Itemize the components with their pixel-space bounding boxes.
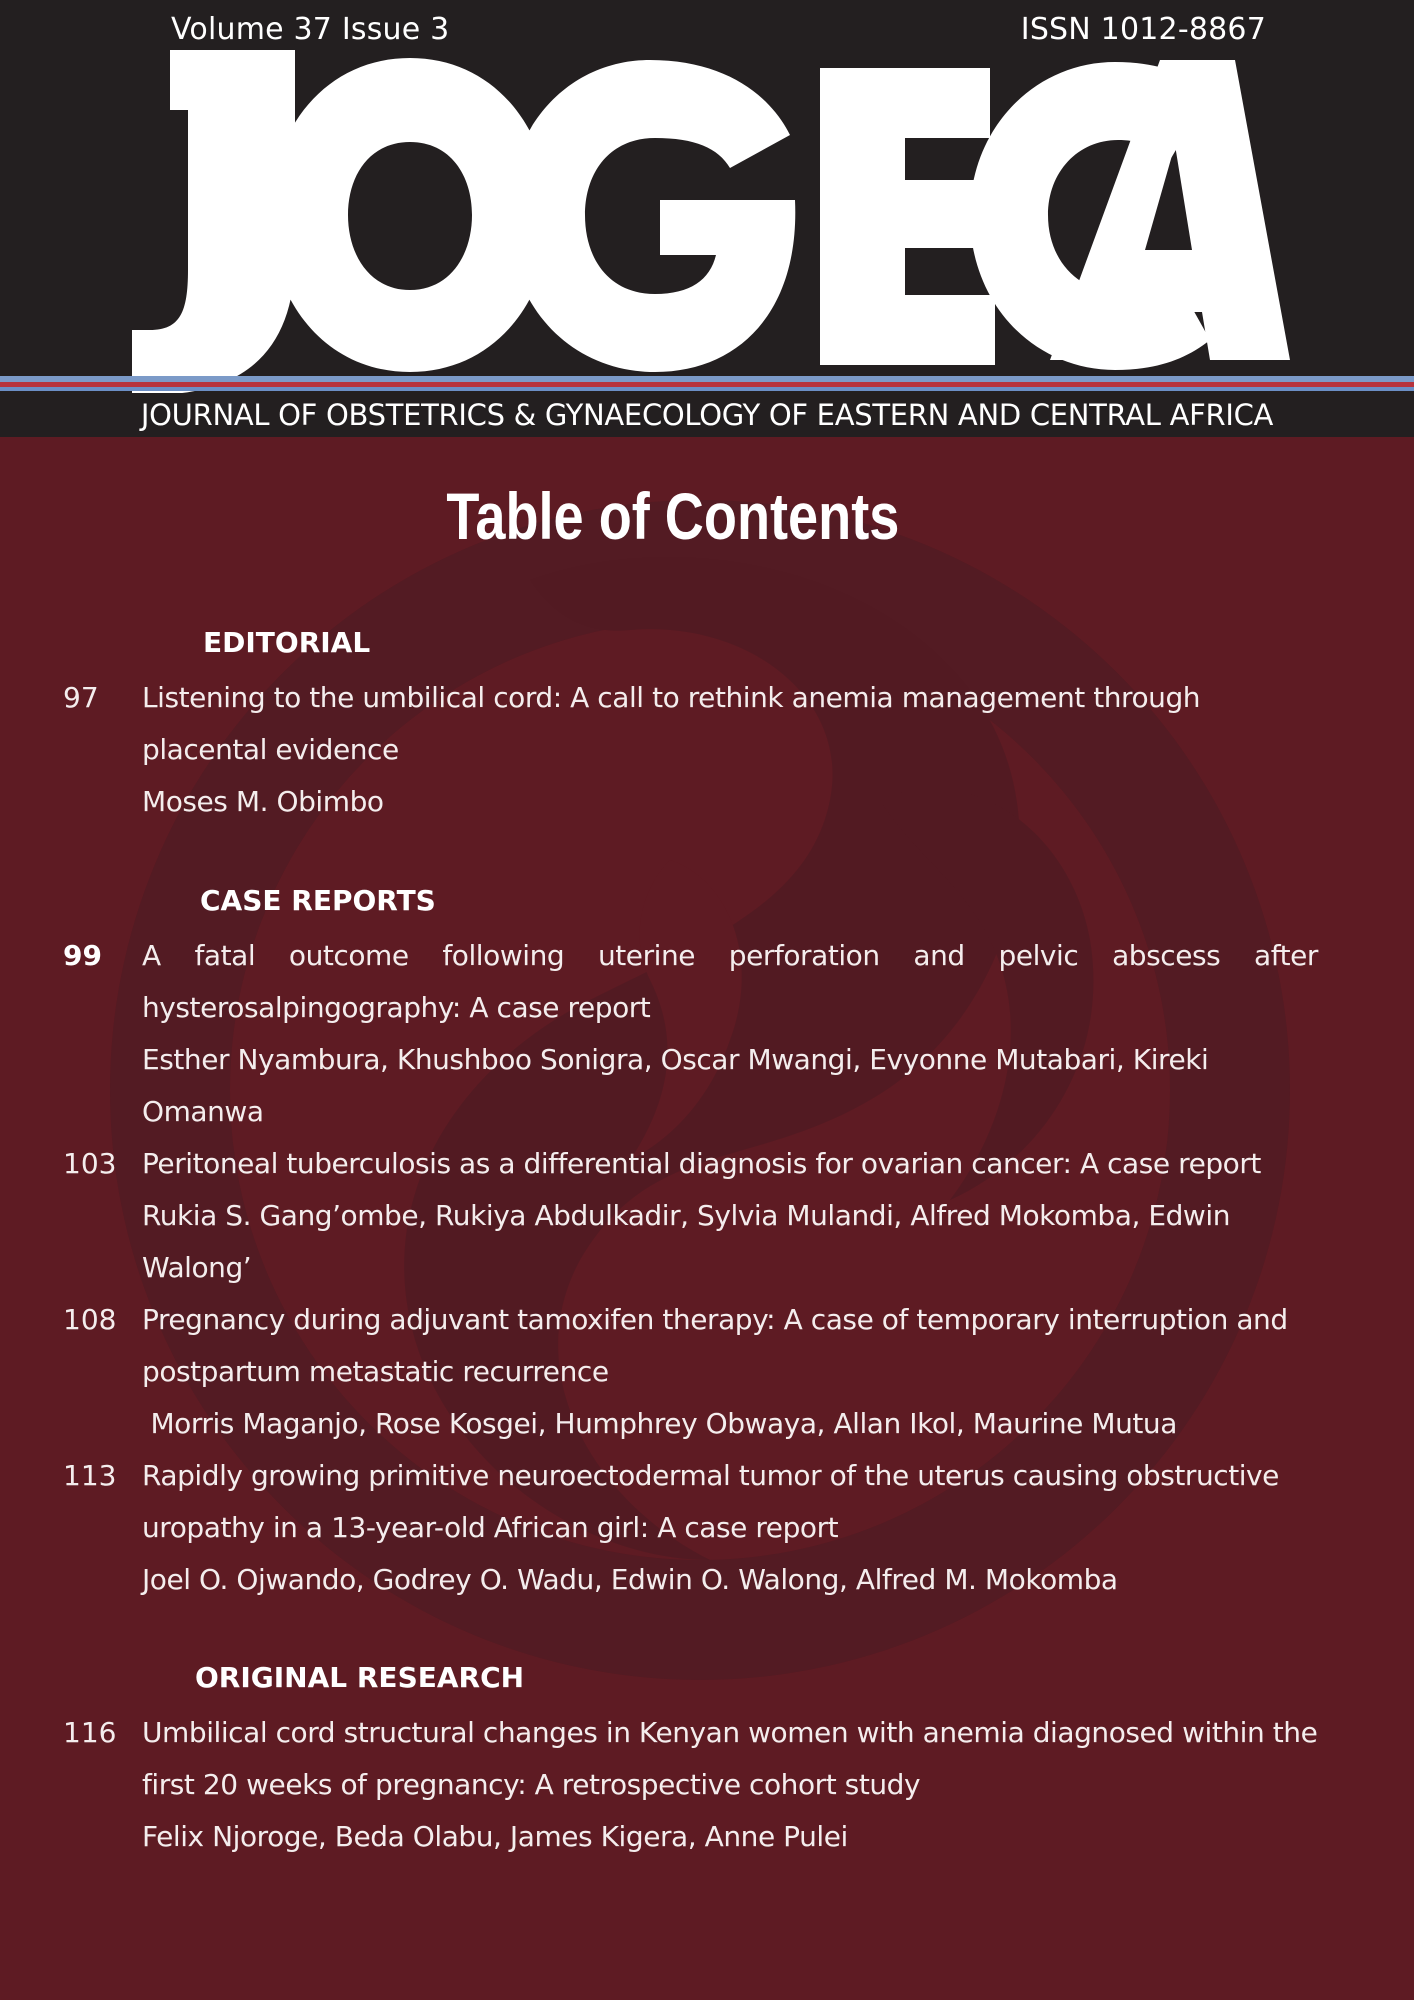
article-title-line: uropathy in a 13-year-old African girl: A case report (142, 1511, 839, 1544)
article-title-line: placental evidence (142, 733, 399, 766)
article-title-line: Pregnancy during adjuvant tamoxifen therapy: A case of temporary interruption and (142, 1303, 1288, 1336)
journal-full-name: JOURNAL OF OBSTETRICS & GYNAECOLOGY OF EASTERN AND CENTRAL AFRICA (0, 393, 1414, 437)
article-authors: Moses M. Obimbo (142, 785, 384, 818)
page-number: 116 (63, 1716, 117, 1749)
section-heading-editorial: EDITORIAL (203, 626, 371, 659)
issn: ISSN 1012-8867 (1020, 12, 1266, 47)
article-title-line: postpartum metastatic recurrence (142, 1355, 609, 1388)
article-authors: Esther Nyambura, Khushboo Sonigra, Oscar Mwangi, Evyonne Mutabari, Kireki (142, 1043, 1209, 1076)
article-authors: Omanwa (142, 1095, 264, 1128)
article-authors: Joel O. Ojwando, Godrey O. Wadu, Edwin O. Walong, Alfred M. Mokomba (142, 1563, 1118, 1596)
header-stripe-blue-lower (0, 387, 1414, 391)
article-authors: Morris Maganjo, Rose Kosgei, Humphrey Obwaya, Allan Ikol, Maurine Mutua (142, 1407, 1177, 1440)
article-title-line: Umbilical cord structural changes in Kenyan women with anemia diagnosed within the (142, 1716, 1318, 1749)
article-title-line: A fatal outcome following uterine perforation and pelvic abscess after (142, 939, 1318, 972)
page-number: 103 (63, 1147, 117, 1180)
article-title-line: Rapidly growing primitive neuroectodermal tumor of the uterus causing obstructive (142, 1459, 1279, 1492)
section-heading-case-reports: CASE REPORTS (200, 884, 436, 917)
page-number: 97 (63, 681, 99, 714)
page-number: 99 (63, 939, 102, 972)
article-title-line: Listening to the umbilical cord: A call to rethink anemia management through (142, 681, 1201, 714)
section-heading-original-research: ORIGINAL RESEARCH (195, 1661, 525, 1694)
article-authors: Walong’ (142, 1251, 252, 1284)
volume-issue: Volume 37 Issue 3 (171, 12, 450, 47)
page-number: 108 (63, 1303, 117, 1336)
article-authors: Rukia S. Gang’ombe, Rukiya Abdulkadir, Sylvia Mulandi, Alfred Mokomba, Edwin (142, 1199, 1230, 1232)
masthead (0, 0, 1414, 437)
page-number: 113 (63, 1459, 117, 1492)
article-title-line: first 20 weeks of pregnancy: A retrospective cohort study (142, 1768, 921, 1801)
article-title-line: Peritoneal tuberculosis as a differential diagnosis for ovarian cancer: A case report (142, 1147, 1261, 1180)
jogeca-logo (130, 50, 1290, 395)
article-authors: Felix Njoroge, Beda Olabu, James Kigera, Anne Pulei (142, 1820, 848, 1853)
toc-title: Table of Contents (446, 479, 900, 553)
article-title-line: hysterosalpingography: A case report (142, 991, 651, 1024)
